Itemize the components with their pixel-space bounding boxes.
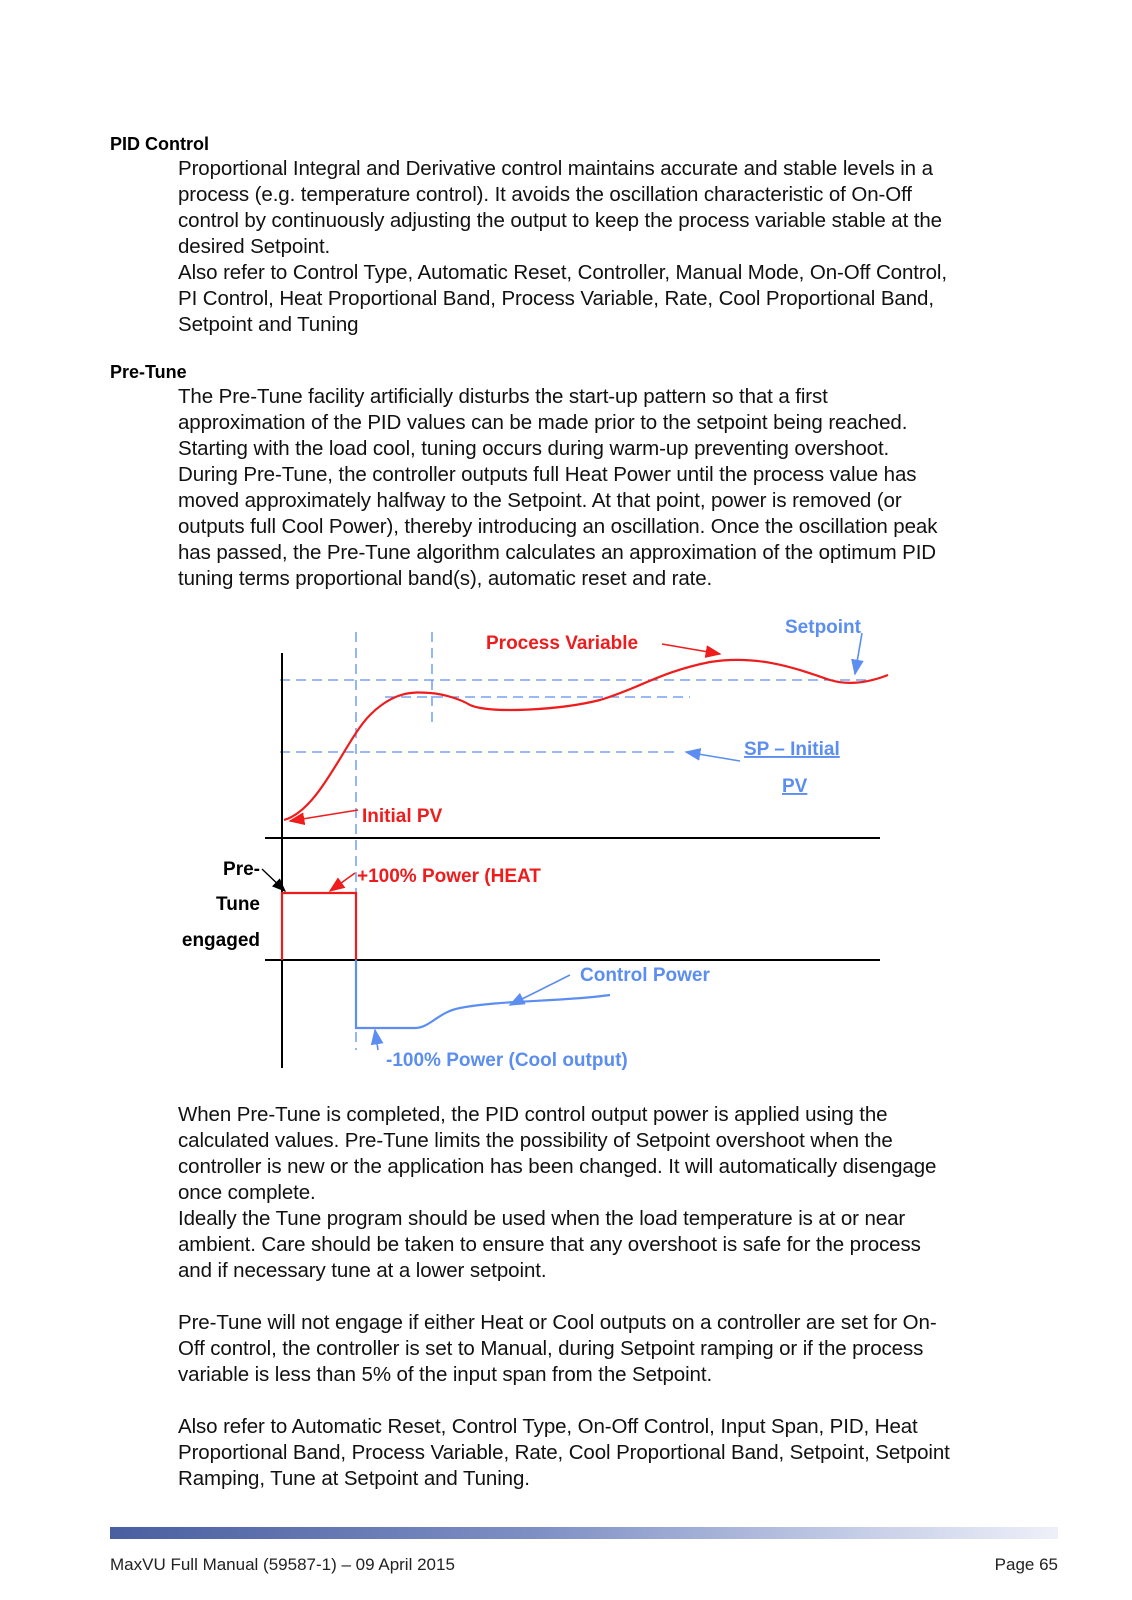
sp-initial-arrow: [686, 752, 740, 761]
text-line: approximation of the PID values can be made prior to the setpoint being reached.: [178, 411, 908, 434]
text-line: Pre-Tune will not engage if either Heat or Cool outputs on a controller are set for On-: [178, 1311, 937, 1334]
setpoint-arrow: [855, 633, 862, 674]
tune-label: Tune: [216, 894, 260, 915]
pre-label: Pre-: [223, 859, 260, 880]
text-line: tuning terms proportional band(s), automatic reset and rate.: [178, 567, 713, 590]
text-line: Proportional Band, Process Variable, Rate, Cool Proportional Band, Setpoint, Setpoint: [178, 1441, 950, 1464]
text-line: once complete.: [178, 1181, 316, 1204]
text-line: PI Control, Heat Proportional Band, Process Variable, Rate, Cool Proportional Band,: [178, 287, 934, 310]
text-line: When Pre-Tune is completed, the PID control output power is applied using the: [178, 1103, 888, 1126]
pv-arrow: [662, 644, 720, 654]
footer-page-number: Page 65: [994, 1555, 1058, 1574]
text-line: outputs full Cool Power), thereby introducing an oscillation. Once the oscillation peak: [178, 515, 938, 538]
heat-power-label: +100% Power (HEAT: [357, 866, 541, 887]
text-line: has passed, the Pre-Tune algorithm calculates an approximation of the optimum PID: [178, 541, 937, 564]
pretune-paragraph: [178, 384, 1058, 592]
footer-document-title: MaxVU Full Manual (59587-1) – 09 April 2015: [110, 1555, 455, 1574]
text-line: Off control, the controller is set to Manual, during Setpoint ramping or if the process: [178, 1337, 924, 1360]
text-line: process (e.g. temperature control). It avoids the oscillation characteristic of On-Off: [178, 183, 912, 206]
cool-power-arrow: [375, 1030, 378, 1050]
footer-divider-bar: [110, 1527, 1058, 1539]
cool-power-label: -100% Power (Cool output): [386, 1050, 628, 1070]
text-line: The Pre-Tune facility artificially disturbs the start-up pattern so that a first: [178, 385, 828, 408]
sp-initial-label: SP – Initial: [744, 739, 840, 760]
text-line: During Pre-Tune, the controller outputs full Heat Power until the process value has: [178, 463, 917, 486]
text-line: control by continuously adjusting the output to keep the process variable stable at the: [178, 209, 942, 232]
text-line: desired Setpoint.: [178, 235, 331, 258]
text-line: ambient. Care should be taken to ensure that any overshoot is safe for the process: [178, 1233, 921, 1256]
control-power-label: Control Power: [580, 965, 710, 986]
engage-conditions-paragraph: [178, 1310, 1058, 1388]
text-line: Setpoint and Tuning: [178, 313, 359, 336]
text-line: controller is new or the application has been changed. It will automatically disengage: [178, 1155, 937, 1178]
pid-paragraph: [178, 156, 1058, 338]
heat-power-arrow: [330, 873, 355, 891]
engaged-label: engaged: [181, 930, 260, 951]
initial-pv-label: Initial PV: [362, 806, 443, 827]
sp-initial-pv-label: PV: [782, 776, 808, 797]
pid-heading: PID Control: [110, 134, 209, 154]
pretune-heading: Pre-Tune: [110, 362, 187, 382]
setpoint-label: Setpoint: [785, 617, 861, 638]
text-line: variable is less than 5% of the input span from the Setpoint.: [178, 1363, 713, 1386]
text-line: Also refer to Control Type, Automatic Reset, Controller, Manual Mode, On-Off Control,: [178, 261, 947, 284]
text-line: and if necessary tune at a lower setpoint.: [178, 1259, 547, 1282]
text-line: Ramping, Tune at Setpoint and Tuning.: [178, 1467, 530, 1490]
text-line: calculated values. Pre-Tune limits the possibility of Setpoint overshoot when the: [178, 1129, 893, 1152]
text-line: Starting with the load cool, tuning occurs during warm-up preventing overshoot.: [178, 437, 890, 460]
text-line: Also refer to Automatic Reset, Control Type, On-Off Control, Input Span, PID, Heat: [178, 1415, 918, 1438]
process-variable-label: Process Variable: [486, 633, 639, 654]
text-line: moved approximately halfway to the Setpoint. At that point, power is removed (or: [178, 489, 902, 512]
heat-power-pulse: [282, 893, 356, 960]
see-also-paragraph: [178, 1414, 1058, 1492]
control-power-curve: [356, 960, 610, 1028]
completion-paragraph: [178, 1102, 1058, 1284]
pretune-diagram: [0, 600, 1132, 1070]
text-line: Proportional Integral and Derivative control maintains accurate and stable levels in a: [178, 157, 933, 180]
text-line: Ideally the Tune program should be used when the load temperature is at or near: [178, 1207, 906, 1230]
